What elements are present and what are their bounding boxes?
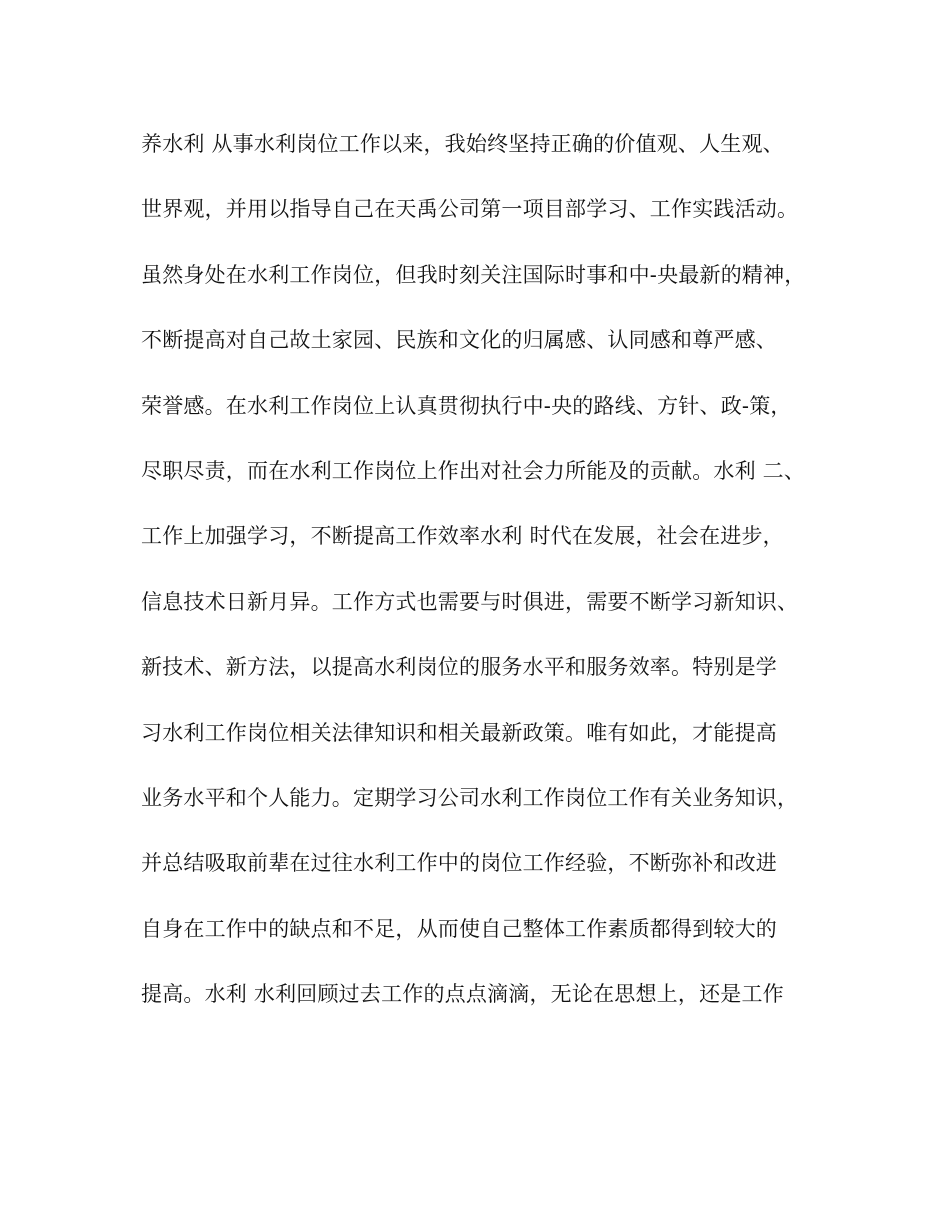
- text-line: 荣誉感。在水利工作岗位上认真贯彻执行中-央的路线、方针、政-策，: [141, 393, 792, 418]
- text-line: 虽然身处在水利工作岗位，但我时刻关注国际时事和中-央最新的精神，: [141, 262, 806, 287]
- text-line: 业务水平和个人能力。定期学习公司水利工作岗位工作有关业务知识，: [141, 785, 799, 810]
- text-line: 信息技术日新月异。工作方式也需要与时俱进，需要不断学习新知识、: [141, 589, 799, 614]
- text-line: 不断提高对自己故土家园、民族和文化的归属感、认同感和尊严感、: [141, 328, 777, 353]
- text-line: 新技术、新方法，以提高水利岗位的服务水平和服务效率。特别是学: [141, 655, 777, 680]
- text-line: 尽职尽责，而在水利工作岗位上作出对社会力所能及的贡献。水利 二、: [141, 458, 806, 483]
- text-line: 自身在工作中的缺点和不足，从而使自己整体工作素质都得到较大的: [141, 916, 777, 941]
- body-text: [141, 124, 841, 1039]
- text-line: 提高。水利 水利回顾过去工作的点点滴滴，无论在思想上，还是工作: [141, 982, 784, 1007]
- text-line: 习水利工作岗位相关法律知识和相关最新政策。唯有如此，才能提高: [141, 720, 777, 745]
- text-line: 工作上加强学习，不断提高工作效率水利 时代在发展，社会在进步，: [141, 524, 784, 549]
- text-line: 世界观，并用以指导自己在天禹公司第一项目部学习、工作实践活动。: [141, 197, 799, 222]
- text-line: 养水利 从事水利岗位工作以来，我始终坚持正确的价值观、人生观、: [141, 132, 784, 156]
- text-line: 并总结吸取前辈在过往水利工作中的岗位工作经验，不断弥补和改进: [141, 851, 777, 876]
